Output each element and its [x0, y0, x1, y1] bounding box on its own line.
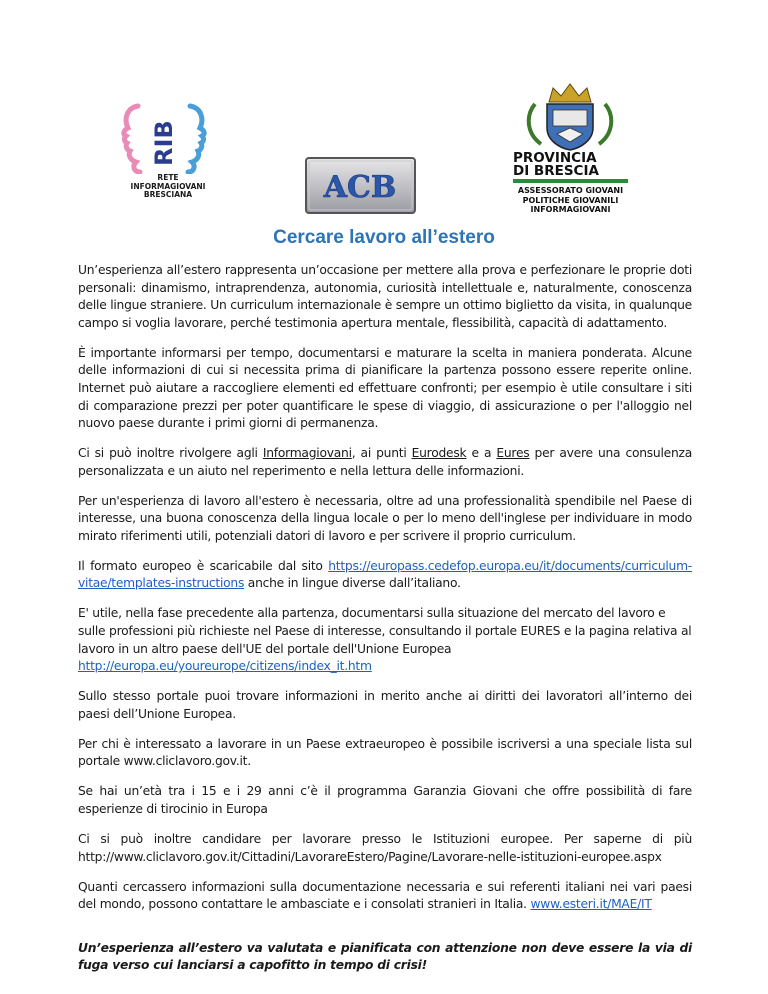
rib-mark: RIB [150, 120, 178, 166]
document-body [78, 262, 692, 987]
provincia-name-line1: PROVINCIA [513, 150, 597, 166]
eurodesk-link[interactable]: Eurodesk [411, 446, 467, 461]
coat-of-arms-icon [513, 82, 628, 152]
p11-text-a: Quanti cercassero informazioni sulla documentazione necessaria e sui referenti italiani nei vari paesi del mondo, possono contattare le ambasciate e i consolati stranieri in Italia. [78, 879, 692, 912]
p3-text-a: Ci si può inoltre rivolgere agli [78, 446, 263, 461]
p3-text-d: per avere una consulenza personalizzata e un aiuto nel reperimento e nella lettura delle informazioni. [78, 446, 692, 478]
page-title: Cercare lavoro all’estero [273, 227, 495, 248]
paragraph-informarsi: È importante informarsi per tempo, documentarsi e maturare la scelta in maniera ponderata. Alcune delle informazioni di cui si necessita prima di pianificare la partenza possono essere reperite online. Internet può aiutare a raccogliere elementi ed effettuare confronti; per esempio è utile consultare i siti di comparazione prezzi per poter quantificare le spese di viaggio, di assicurazione o per l'alloggio nel nuovo paese durante i primi giorni di permanenza. [78, 345, 692, 431]
informagiovani-link[interactable]: Informagiovani [262, 446, 352, 461]
youreurope-link[interactable]: http://europa.eu/youreurope/citizens/index_it.htm [78, 659, 372, 674]
rib-logo [108, 102, 228, 206]
esteri-link[interactable]: www.esteri.it/MAE/IT [530, 897, 652, 912]
provincia-sub-line3: INFORMAGIOVANI [530, 205, 611, 214]
provincia-name [513, 152, 628, 178]
paragraph-diritti: Sullo stesso portale puoi trovare informazioni in merito anche ai diritti dei lavoratori all’interno dei paesi dell’Unione Europea. [78, 689, 692, 721]
rib-line1: RETE [157, 173, 179, 182]
paragraph-extraeuropeo: Per chi è interessato a lavorare in un Paese extraeuropeo è possibile iscriversi a una speciale lista sul portale www.cliclavoro.gov.it. [78, 736, 692, 769]
eures-link[interactable]: Eures [496, 446, 530, 461]
acb-text: ACB [323, 170, 397, 205]
rib-line2: INFORMAGIOVANI [130, 181, 206, 191]
paragraph-rivolgersi [78, 445, 692, 480]
paragraph-intro: Un’esperienza all’estero rappresenta un’occasione per mettere alla prova e perfezionare le proprie doti personali: dinamismo, intraprendenza, autonomia, curiosità intellettuale e, naturalmente, conoscenza delle lingue straniere. Un curriculum internazionale è sempre un ottimo biglietto da visita, in qualunque campo si voglia lavorare, perché testimonia apertura mentale, flessibilità, capacità di adattamento. [78, 263, 692, 330]
paragraph-ambasciate [78, 879, 692, 914]
rib-faces-icon [108, 102, 228, 174]
paragraph-requisiti: Per un'esperienza di lavoro all'estero è necessaria, oltre ad una professionalità spendibile nel Paese di interesse, una buona conoscenza della lingua locale o per lo meno dell'inglese per individuare in modo mirato riferimenti utili, potenziali datori di lavoro e per scrivere il proprio curriculum. [78, 493, 692, 543]
p6-text-a: E' utile, nella fase precedente alla partenza, documentarsi sulla situazione del mercato del lavoro e sulle professioni più richieste nel Paese di interesse, consultando il portale EURES e la pagina relativa al lavoro in un altro paese dell'UE del portale dell'Unione Europea [78, 606, 692, 656]
paragraph-istituzioni: Ci si può inoltre candidare per lavorare presso le Istituzioni europee. Per saperne di più http://www.cliclavoro.gov.it/Cittadini/LavorareEstero/Pagine/Lavorare-nelle-istituzioni-europee.aspx [78, 831, 692, 864]
rib-line3: BRESCIANA [143, 190, 193, 199]
provincia-sub-line1: ASSESSORATO GIOVANI [517, 186, 624, 195]
p3-text-c: e a [466, 446, 497, 461]
paragraph-eures [78, 605, 692, 675]
closing-statement: Un’esperienza all’estero va valutata e pianificata con attenzione non deve essere la via di fuga verso cui lanciarsi a capofitto in tempo di crisi! [78, 940, 692, 973]
paragraph-garanzia-giovani: Se hai un’età tra i 15 e i 29 anni c’è il programma Garanzia Giovani che offre possibilità di fare esperienze di tirocinio in Europa [78, 784, 692, 816]
rib-caption [108, 174, 228, 200]
europass-link[interactable]: https://europass.cedefop.europa.eu/it/documents/curriculum-vitae/templates-instructions [78, 558, 692, 591]
p3-text-b: , ai punti [351, 446, 412, 461]
provincia-logo [513, 82, 628, 216]
acb-logo [305, 157, 416, 214]
provincia-green-bar [513, 179, 628, 183]
p5-text-a: Il formato europeo è scaricabile dal sito [78, 558, 329, 573]
provincia-subtitle [513, 186, 628, 215]
p5-text-b: anche in lingue diverse dall’italiano. [244, 576, 461, 591]
paragraph-europass [78, 558, 692, 593]
provincia-sub-line2: POLITICHE GIOVANILI [522, 195, 619, 205]
acb-badge-icon [305, 157, 416, 214]
provincia-name-line2: DI BRESCIA [513, 163, 599, 179]
